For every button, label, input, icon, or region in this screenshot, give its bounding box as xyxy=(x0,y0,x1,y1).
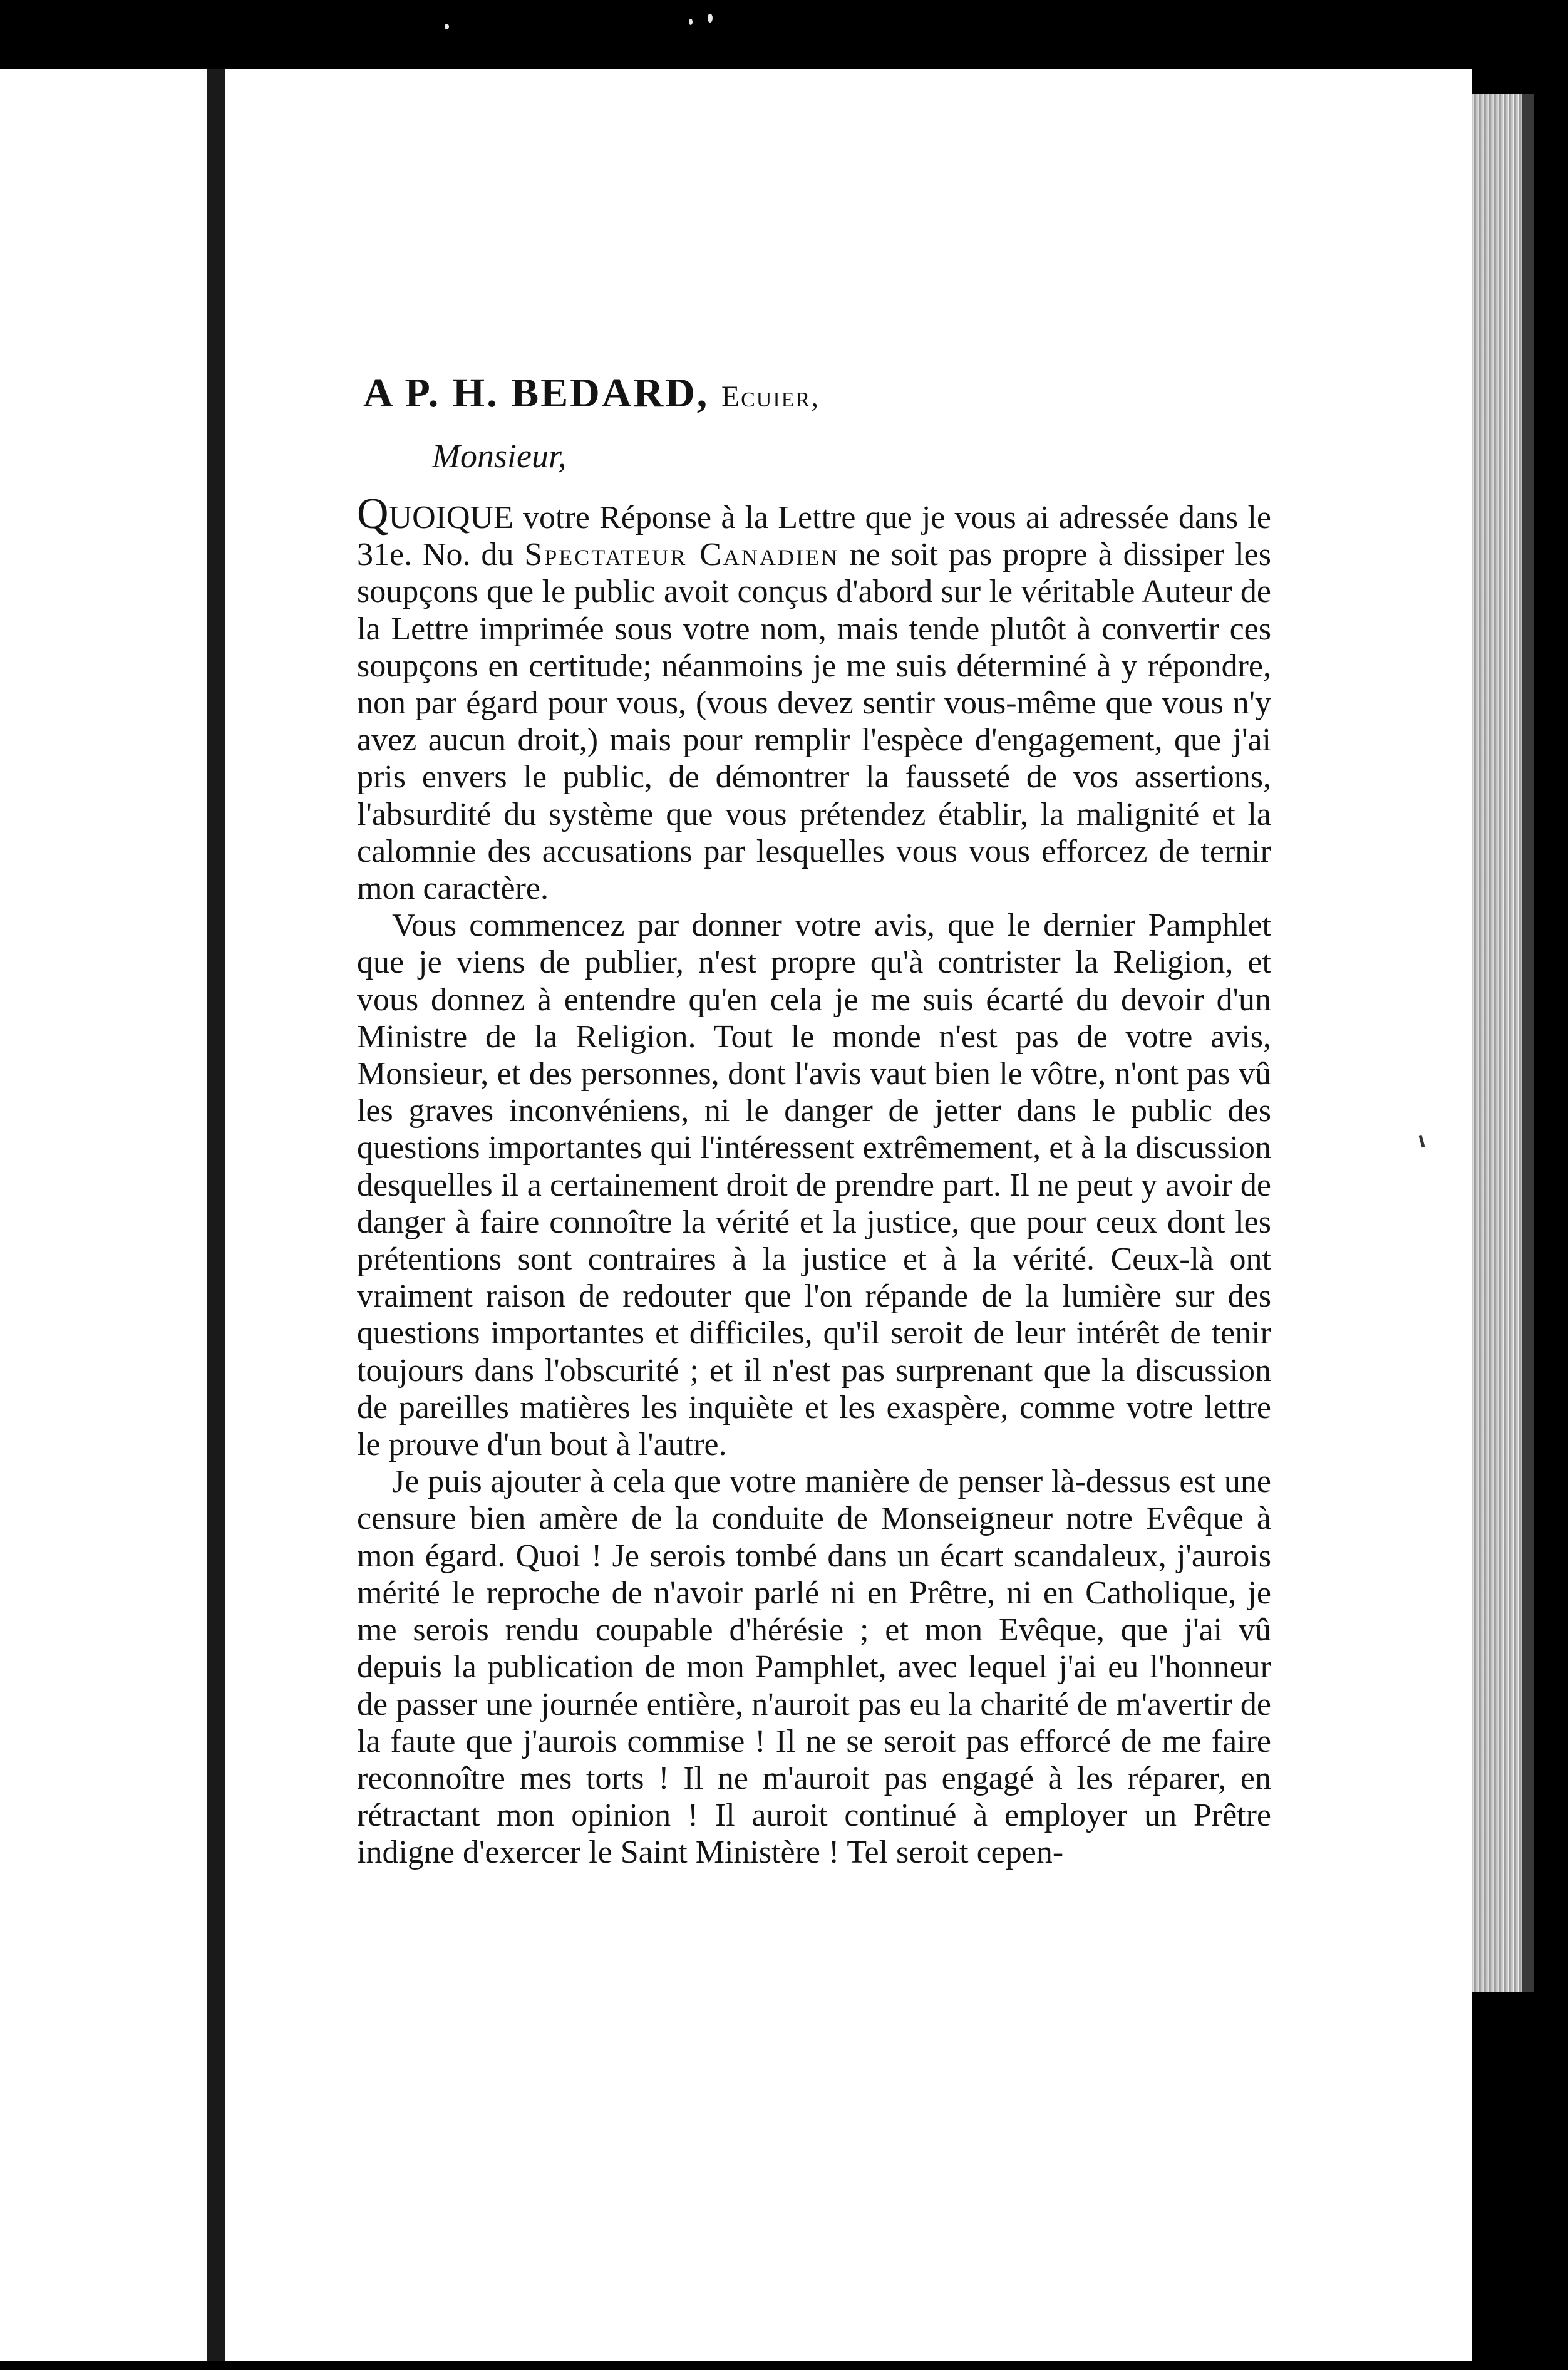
book-fore-edge xyxy=(1522,94,1534,1992)
paragraph-text: votre Réponse à la Lettre que je vous ai adressée dans le 31e. No. du xyxy=(357,500,1271,573)
facing-page-blank xyxy=(0,69,207,2361)
opening-word: UOIQUE xyxy=(388,500,513,536)
addressee-name: A P. H. BEDARD, xyxy=(363,370,709,416)
paragraph-text: ne soit pas propre à dissiper les soupçons que le public avoit conçus d'abord sur le véritable Auteur de la Lettre imprimée sous votre nom, mais tende plutôt à convertir ces soupçons en certitude; néanmoins je me suis déterminé à y répondre, non par égard pour vous, (vous devez sentir vous-même que vous n'y avez aucun droit,) mais pour remplir l'espèce d'engagement, que j'ai pris envers le public, de démontrer la fausseté de vos assertions, l'absurdité du système que vous prétendez établir, la malignité et la calomnie des accusations par lesquelles vous vous efforcez de ternir mon caractère. xyxy=(357,537,1271,907)
paragraph-3: Je puis ajouter à cela que votre manière de penser là-dessus est une censure bien amère de la conduite de Monseigneur notre Evêque à mon égard. Quoi ! Je serois tombé dans un écart scandaleux, j'aurois mérité le reproche de n'avoir parlé ni en Prêtre, ni en Catholique, je me serois rendu coupable d'hérésie ; et mon Evêque, que j'ai vû depuis la publication de mon Pamphlet, avec lequel j'ai eu l'honneur de passer une journée entière, n'auroit pas eu la charité de m'avertir de la faute que j'aurois commise ! Il ne se seroit pas efforcé de me faire reconnoître mes torts ! Il ne m'auroit pas engagé à les réparer, en rétractant mon opinion ! Il auroit continué à employer un Prêtre indigne d'exercer le Saint Ministère ! Tel seroit cepen- xyxy=(357,1464,1271,1871)
paragraph-1 xyxy=(357,490,1271,907)
salutation: Monsieur, xyxy=(432,437,567,475)
addressee-title: Ecuier, xyxy=(721,380,820,413)
journal-name: Spectateur Canadien xyxy=(524,537,839,573)
page-edges xyxy=(1472,94,1522,1992)
letter-body xyxy=(357,370,1271,1871)
book-gutter xyxy=(207,69,225,2361)
scan-specks xyxy=(438,13,751,50)
paragraph-2: Vous commencez par donner votre avis, que le dernier Pamphlet que je viens de publier, n'est propre qu'à contrister la Religion, et vous donnez à entendre qu'en cela je me suis écarté du devoir d'un Ministre de la Religion. Tout le monde n'est pas de votre avis, Monsieur, et des personnes, dont l'avis vaut bien le vôtre, n'ont pas vû les graves inconvéniens, ni le danger de jetter dans le public des questions importantes qui l'intéressent extrêmement, et à la discussion desquelles il a certainement droit de prendre part. Il ne peut y avoir de danger à faire connoître la vérité et la justice, que pour ceux dont les prétentions sont contraires à la justice et à la vérité. Ceux-là ont vraiment raison de redouter que l'on répande de la lumière sur des questions importantes et difficiles, qu'il seroit de leur intérêt de tenir toujours dans l'obscurité ; et il n'est pas surprenant que la discussion de pareilles matières les inquiète et les exaspère, comme votre lettre le prouve d'un bout à l'autre. xyxy=(357,908,1271,1463)
letter-heading xyxy=(363,370,1271,416)
drop-cap: Q xyxy=(357,490,389,538)
